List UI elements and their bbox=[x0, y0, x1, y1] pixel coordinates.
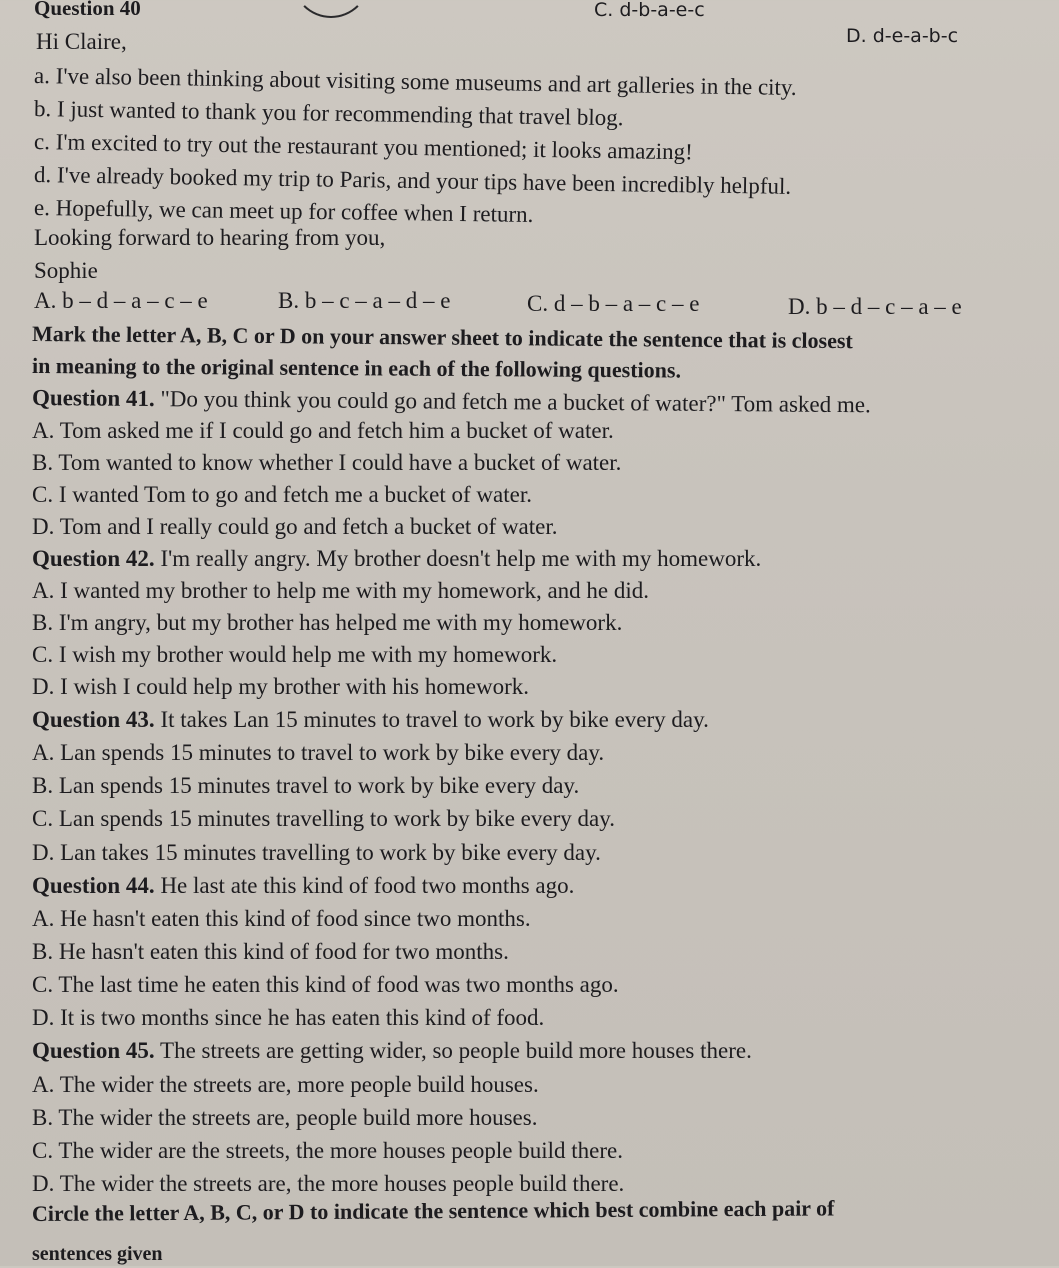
q44-option-a: A. He hasn't eaten this kind of food since two months. bbox=[32, 906, 531, 931]
instruction-1-line-2: in meaning to the original sentence in each of the following questions. bbox=[31, 353, 682, 383]
q45-stem-line bbox=[32, 1037, 752, 1065]
q45-stem: The streets are getting wider, so people build more houses there. bbox=[160, 1038, 752, 1063]
q45-option-d: D. The wider the streets are, the more houses people build there. bbox=[32, 1171, 625, 1196]
q40-heading: Question 40 bbox=[34, 0, 141, 20]
q41-stem-line bbox=[32, 384, 871, 419]
q40-sentence-e: e. Hopefully, we can meet up for coffee when I return. bbox=[33, 195, 534, 227]
q40-closing: Looking forward to hearing from you, bbox=[34, 225, 386, 250]
q44-option-b: B. He hasn't eaten this kind of food for two months. bbox=[32, 939, 509, 964]
q44-option-c: C. The last time he eaten this kind of food was two months ago. bbox=[32, 972, 619, 997]
instruction-2-line-1: Circle the letter A, B, C, or D to indicate the sentence which best combine each pair of bbox=[31, 1195, 835, 1226]
q42-option-a: A. I wanted my brother to help me with my homework, and he did. bbox=[32, 578, 650, 603]
q41-option-a: A. Tom asked me if I could go and fetch him a bucket of water. bbox=[32, 418, 614, 443]
q40-sentence-c: c. I'm excited to try out the restaurant you mentioned; it looks amazing! bbox=[33, 129, 693, 165]
q40-option-a: A. b – d – a – c – e bbox=[34, 288, 208, 313]
q45-option-a: A. The wider the streets are, more people build houses. bbox=[32, 1072, 539, 1097]
q42-option-b: B. I'm angry, but my brother has helped me with my homework. bbox=[32, 610, 623, 635]
q45-option-c: C. The wider are the streets, the more houses people build there. bbox=[32, 1138, 624, 1163]
q43-stem-line bbox=[32, 706, 709, 734]
q40-option-c: C. d – b – a – c – e bbox=[527, 291, 700, 316]
q43-stem: It takes Lan 15 minutes to travel to work by bike every day. bbox=[160, 707, 709, 732]
q43-option-a: A. Lan spends 15 minutes to travel to work by bike every day. bbox=[32, 740, 605, 765]
q45-option-b: B. The wider the streets are, people build more houses. bbox=[32, 1105, 538, 1130]
q40-sentence-b: b. I just wanted to thank you for recommending that travel blog. bbox=[33, 96, 624, 131]
q40-option-c-top: C. d-b-a-e-c bbox=[594, 0, 705, 21]
q42-option-c: C. I wish my brother would help me with my homework. bbox=[32, 642, 558, 667]
q44-option-d: D. It is two months since he has eaten this kind of food. bbox=[32, 1005, 545, 1030]
q42-option-d: D. I wish I could help my brother with his homework. bbox=[32, 674, 529, 699]
q40-option-d: D. b – d – c – a – e bbox=[788, 294, 962, 319]
q40-greeting: Hi Claire, bbox=[36, 29, 127, 54]
q40-option-b: B. b – c – a – d – e bbox=[278, 288, 451, 313]
q41-option-b: B. Tom wanted to know whether I could have a bucket of water. bbox=[32, 450, 622, 475]
q43-option-d: D. Lan takes 15 minutes travelling to work by bike every day. bbox=[32, 840, 601, 865]
q41-label: Question 41. bbox=[31, 385, 155, 412]
q43-option-c: C. Lan spends 15 minutes travelling to work by bike every day. bbox=[32, 806, 615, 831]
q40-sentence-d: d. I've already booked my trip to Paris, and your tips have been incredibly helpful. bbox=[33, 162, 792, 199]
q41-option-d: D. Tom and I really could go and fetch a bucket of water. bbox=[32, 514, 558, 539]
decorative-arc bbox=[292, 0, 370, 18]
q42-stem: I'm really angry. My brother doesn't help me with my homework. bbox=[160, 546, 762, 571]
q45-label: Question 45. bbox=[32, 1038, 155, 1063]
q42-stem-line bbox=[32, 545, 761, 573]
q41-stem: "Do you think you could go and fetch me a bucket of water?" Tom asked me. bbox=[160, 386, 871, 418]
q40-signature: Sophie bbox=[34, 258, 98, 283]
q43-label: Question 43. bbox=[32, 707, 155, 732]
q44-stem-line bbox=[32, 872, 574, 900]
q43-option-b: B. Lan spends 15 minutes travel to work by bike every day. bbox=[32, 773, 580, 798]
instruction-1-line-1: Mark the letter A, B, C or D on your answer sheet to indicate the sentence that is closest bbox=[31, 321, 853, 354]
q40-sentence-a: a. I've also been thinking about visiting some museums and art galleries in the city. bbox=[33, 63, 797, 100]
q41-option-c: C. I wanted Tom to go and fetch me a bucket of water. bbox=[32, 482, 532, 507]
instruction-2-line-2: sentences given bbox=[32, 1243, 163, 1265]
q42-label: Question 42. bbox=[32, 546, 155, 571]
q44-stem: He last ate this kind of food two months ago. bbox=[160, 873, 575, 898]
q44-label: Question 44. bbox=[32, 873, 155, 898]
q40-option-d-top: D. d-e-a-b-c bbox=[846, 25, 959, 47]
